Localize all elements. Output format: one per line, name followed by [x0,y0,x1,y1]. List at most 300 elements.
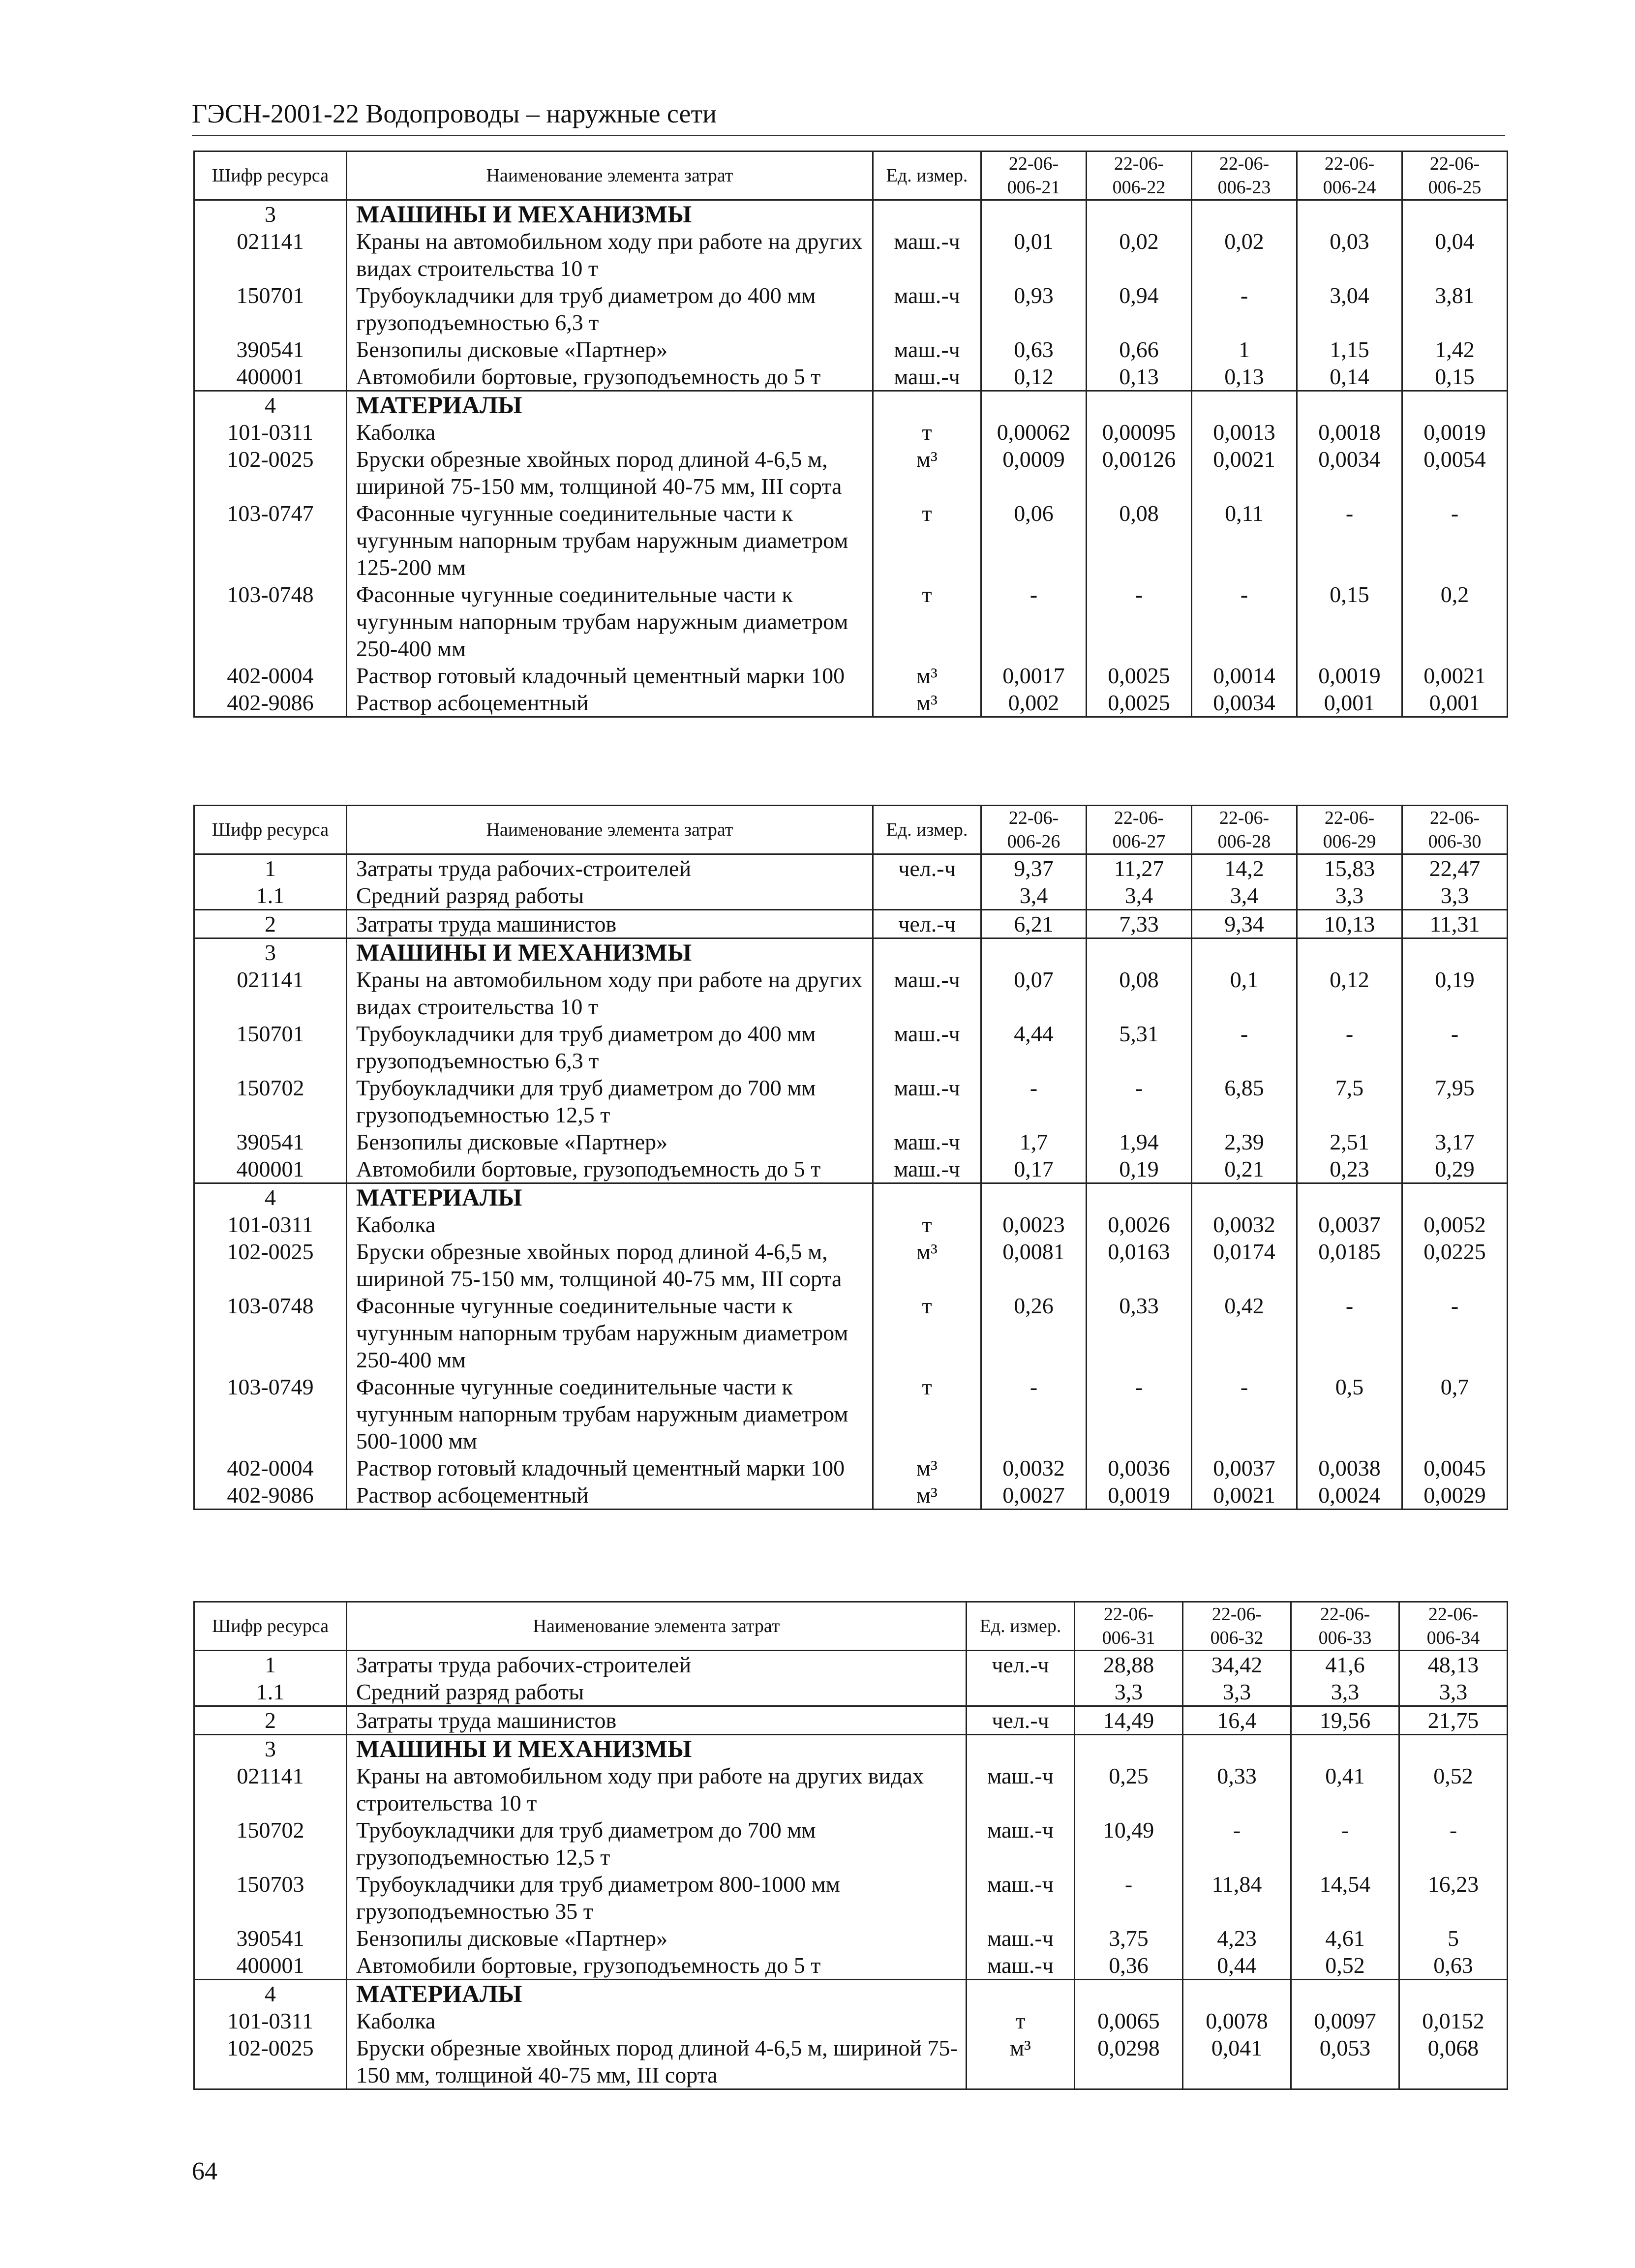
value-cell: 0,0024 [1297,1482,1402,1510]
table-row [194,1482,1508,1510]
section-row [194,938,1508,967]
element-name-cell: Бруски обрезные хвойных пород длиной 4-6,5 м, шириной 75-150 мм, толщиной 40-75 мм, III сорта [347,1238,873,1292]
value-cell: 0,2 [1402,581,1508,662]
table-row [194,1155,1508,1183]
value-cell [1087,1183,1192,1211]
column-header: 22-06- 006-22 [1087,151,1192,200]
value-cell: 41,6 [1291,1651,1399,1679]
value-cell [1402,938,1508,967]
resource-code-cell: 3 [194,938,347,967]
value-cell [1399,1735,1508,1763]
table-row [194,2007,1508,2034]
value-cell [1192,391,1297,419]
value-cell: 0,13 [1087,363,1192,391]
column-header: Наименование элемента затрат [347,151,873,200]
value-cell: 11,27 [1087,854,1192,882]
value-cell: 0,19 [1402,966,1508,1020]
value-cell [1297,938,1402,967]
column-header: 22-06- 006-32 [1183,1602,1291,1651]
table-row [194,1925,1508,1952]
resource-code-cell: 402-0004 [194,1454,347,1482]
resource-code-cell: 103-0748 [194,1292,347,1373]
unit-cell: маш.-ч [873,1020,981,1074]
value-cell: 3,3 [1402,882,1508,910]
resource-code-cell: 1 [194,854,347,882]
value-cell: - [1075,1871,1183,1925]
resource-code-cell: 402-9086 [194,689,347,717]
resource-code-cell: 390541 [194,1925,347,1952]
value-cell: 0,0034 [1192,689,1297,717]
value-cell: 0,0152 [1399,2007,1508,2034]
value-cell: 0,0037 [1297,1211,1402,1238]
unit-cell: маш.-ч [967,1871,1075,1925]
unit-cell: т [873,1373,981,1454]
table-row [194,1706,1508,1735]
value-cell: 0,0174 [1192,1238,1297,1292]
resource-code-cell: 150701 [194,1020,347,1074]
resource-code-cell: 402-0004 [194,662,347,689]
value-cell: 5 [1399,1925,1508,1952]
section-row [194,1735,1508,1763]
unit-cell [967,1980,1075,2008]
value-cell: 4,44 [981,1020,1087,1074]
value-cell: 3,3 [1291,1678,1399,1706]
value-cell: - [1297,1020,1402,1074]
unit-cell: м³ [873,689,981,717]
value-cell: 0,0045 [1402,1454,1508,1482]
column-header: 22-06- 006-33 [1291,1602,1399,1651]
value-cell [981,200,1087,228]
element-name-cell: Трубоукладчики для труб диаметром до 400 мм грузоподъемностью 6,3 т [347,1020,873,1074]
value-cell: 0,00095 [1087,419,1192,446]
value-cell: 0,12 [1297,966,1402,1020]
value-cell: 0,11 [1192,500,1297,581]
value-cell: 28,88 [1075,1651,1183,1679]
element-name-cell: МАТЕРИАЛЫ [347,1980,967,2008]
unit-cell: чел.-ч [967,1706,1075,1735]
unit-cell: маш.-ч [873,1128,981,1155]
resource-table-2 [193,805,1508,1510]
resource-code-cell: 150702 [194,1816,347,1871]
section-row [194,1183,1508,1211]
value-cell: 0,12 [981,363,1087,391]
value-cell: 0,0025 [1087,662,1192,689]
value-cell: 0,0021 [1402,662,1508,689]
resource-code-cell: 102-0025 [194,1238,347,1292]
unit-cell: чел.-ч [873,910,981,938]
value-cell: 0,04 [1402,228,1508,282]
section-row [194,1980,1508,2008]
unit-cell: т [873,1292,981,1373]
value-cell: 3,81 [1402,282,1508,336]
unit-cell [967,1678,1075,1706]
element-name-cell: Фасонные чугунные соединительные части к чугунным напорным трубам наружным диаметром 250-400 мм [347,581,873,662]
column-header: 22-06- 006-29 [1297,806,1402,854]
value-cell: 0,52 [1399,1762,1508,1816]
element-name-cell: МАТЕРИАЛЫ [347,1183,873,1211]
element-name-cell: Средний разряд работы [347,882,873,910]
value-cell [981,1183,1087,1211]
value-cell: 0,36 [1075,1952,1183,1980]
value-cell: - [1192,282,1297,336]
value-cell: - [1192,1373,1297,1454]
value-cell [981,938,1087,967]
element-name-cell: Фасонные чугунные соединительные части к чугунным напорным трубам наружным диаметром 125-200 мм [347,500,873,581]
table-row [194,662,1508,689]
value-cell: 0,0023 [981,1211,1087,1238]
value-cell: 34,42 [1183,1651,1291,1679]
value-cell: 4,61 [1291,1925,1399,1952]
value-cell: 0,0065 [1075,2007,1183,2034]
value-cell: 1,42 [1402,336,1508,363]
table-row [194,336,1508,363]
value-cell: 15,83 [1297,854,1402,882]
value-cell: 0,44 [1183,1952,1291,1980]
value-cell: 0,66 [1087,336,1192,363]
unit-cell: маш.-ч [873,1155,981,1183]
value-cell: 3,4 [1192,882,1297,910]
value-cell: 10,49 [1075,1816,1183,1871]
value-cell: 0,0298 [1075,2034,1183,2089]
column-header: 22-06- 006-28 [1192,806,1297,854]
element-name-cell: Трубоукладчики для труб диаметром до 400 мм грузоподъемностью 6,3 т [347,282,873,336]
value-cell: 16,23 [1399,1871,1508,1925]
value-cell: 0,041 [1183,2034,1291,2089]
value-cell: 0,17 [981,1155,1087,1183]
element-name-cell: МАШИНЫ И МЕХАНИЗМЫ [347,1735,967,1763]
resource-code-cell: 3 [194,200,347,228]
element-name-cell: Бруски обрезные хвойных пород длиной 4-6,5 м, шириной 75-150 мм, толщиной 40-75 мм, III сорта [347,446,873,500]
value-cell: 0,19 [1087,1155,1192,1183]
resource-code-cell: 021141 [194,228,347,282]
value-cell: 0,0052 [1402,1211,1508,1238]
value-cell [1402,1183,1508,1211]
column-header: Ед. измер. [873,806,981,854]
value-cell: - [1291,1816,1399,1871]
unit-cell: маш.-ч [873,966,981,1020]
unit-cell [873,938,981,967]
value-cell [1075,1735,1183,1763]
element-name-cell: Каболка [347,419,873,446]
unit-cell: т [967,2007,1075,2034]
element-name-cell: Фасонные чугунные соединительные части к чугунным напорным трубам наружным диаметром 250-400 мм [347,1292,873,1373]
element-name-cell: Автомобили бортовые, грузоподъемность до 5 т [347,1952,967,1980]
value-cell: 14,2 [1192,854,1297,882]
table-row [194,1373,1508,1454]
value-cell: 0,0038 [1297,1454,1402,1482]
value-cell: - [1402,1020,1508,1074]
value-cell: 0,23 [1297,1155,1402,1183]
value-cell: 48,13 [1399,1651,1508,1679]
resource-code-cell: 3 [194,1735,347,1763]
table-row [194,419,1508,446]
resource-table-1 [193,151,1508,718]
value-cell: 0,0013 [1192,419,1297,446]
element-name-cell: Затраты труда рабочих-строителей [347,854,873,882]
unit-cell [873,391,981,419]
unit-cell: маш.-ч [967,1952,1075,1980]
value-cell: - [1192,1020,1297,1074]
element-name-cell: Бруски обрезные хвойных пород длиной 4-6,5 м, шириной 75-150 мм, толщиной 40-75 мм, III сорта [347,2034,967,2089]
table-row [194,2034,1508,2089]
unit-cell: т [873,419,981,446]
value-cell: - [981,1074,1087,1128]
value-cell: 0,001 [1297,689,1402,717]
column-header: 22-06- 006-27 [1087,806,1192,854]
value-cell: - [1297,500,1402,581]
section-row [194,391,1508,419]
value-cell: 2,39 [1192,1128,1297,1155]
unit-cell: маш.-ч [873,363,981,391]
unit-cell: маш.-ч [967,1762,1075,1816]
value-cell: 3,4 [1087,882,1192,910]
resource-code-cell: 2 [194,910,347,938]
page-number: 64 [192,2157,217,2185]
resource-code-cell: 021141 [194,966,347,1020]
resource-code-cell: 103-0749 [194,1373,347,1454]
column-header: Ед. измер. [967,1602,1075,1651]
resource-code-cell: 1.1 [194,882,347,910]
value-cell: 0,02 [1087,228,1192,282]
column-header: Шифр ресурса [194,806,347,854]
resource-code-cell: 390541 [194,1128,347,1155]
element-name-cell: МАТЕРИАЛЫ [347,391,873,419]
value-cell: 0,0225 [1402,1238,1508,1292]
value-cell: 0,0018 [1297,419,1402,446]
value-cell: 0,63 [981,336,1087,363]
element-name-cell: Краны на автомобильном ходу при работе на других видах строительства 10 т [347,1762,967,1816]
resource-code-cell: 103-0747 [194,500,347,581]
value-cell: 6,85 [1192,1074,1297,1128]
value-cell: 22,47 [1402,854,1508,882]
table-row [194,1074,1508,1128]
value-cell [1297,200,1402,228]
value-cell: 0,0078 [1183,2007,1291,2034]
element-name-cell: Затраты труда рабочих-строителей [347,1651,967,1679]
value-cell: 0,0014 [1192,662,1297,689]
resource-code-cell: 150703 [194,1871,347,1925]
value-cell: 3,3 [1297,882,1402,910]
column-header: 22-06- 006-31 [1075,1602,1183,1651]
value-cell: - [1297,1292,1402,1373]
value-cell: 5,31 [1087,1020,1192,1074]
table-row [194,1816,1508,1871]
table-header-row [194,151,1508,200]
resource-code-cell: 101-0311 [194,2007,347,2034]
element-name-cell: Каболка [347,2007,967,2034]
unit-cell: чел.-ч [873,854,981,882]
value-cell: 0,02 [1192,228,1297,282]
table-header-row [194,806,1508,854]
value-cell: 3,17 [1402,1128,1508,1155]
resource-code-cell: 4 [194,391,347,419]
value-cell: 0,00062 [981,419,1087,446]
value-cell [1183,1735,1291,1763]
resource-code-cell: 402-9086 [194,1482,347,1510]
column-header: Ед. измер. [873,151,981,200]
table-row [194,1238,1508,1292]
value-cell: 0,01 [981,228,1087,282]
value-cell: 3,04 [1297,282,1402,336]
element-name-cell: Бензопилы дисковые «Партнер» [347,1128,873,1155]
value-cell: - [1192,581,1297,662]
resource-code-cell: 101-0311 [194,1211,347,1238]
table-row [194,1292,1508,1373]
value-cell: 0,0021 [1192,1482,1297,1510]
table-row [194,910,1508,938]
value-cell: 7,33 [1087,910,1192,938]
value-cell: 0,7 [1402,1373,1508,1454]
value-cell [1087,200,1192,228]
value-cell: 0,0025 [1087,689,1192,717]
value-cell: 7,95 [1402,1074,1508,1128]
value-cell: 0,33 [1087,1292,1192,1373]
value-cell: - [1402,500,1508,581]
value-cell [981,391,1087,419]
unit-cell: маш.-ч [967,1816,1075,1871]
value-cell [1075,1980,1183,2008]
value-cell [1192,1183,1297,1211]
value-cell: 0,0019 [1297,662,1402,689]
unit-cell: т [873,500,981,581]
value-cell [1087,391,1192,419]
value-cell: 0,15 [1297,581,1402,662]
unit-cell: м³ [873,1454,981,1482]
value-cell: 21,75 [1399,1706,1508,1735]
unit-cell: м³ [873,446,981,500]
value-cell: 0,0081 [981,1238,1087,1292]
value-cell: 0,15 [1402,363,1508,391]
value-cell: 0,07 [981,966,1087,1020]
value-cell: - [981,1373,1087,1454]
table-header-row [194,1602,1508,1651]
value-cell: 0,001 [1402,689,1508,717]
resource-code-cell: 4 [194,1183,347,1211]
column-header: 22-06- 006-25 [1402,151,1508,200]
value-cell: 0,0017 [981,662,1087,689]
value-cell: 0,03 [1297,228,1402,282]
table-row [194,1678,1508,1706]
column-header: Наименование элемента затрат [347,1602,967,1651]
value-cell: 0,0009 [981,446,1087,500]
element-name-cell: МАШИНЫ И МЕХАНИЗМЫ [347,938,873,967]
value-cell: - [1402,1292,1508,1373]
value-cell: 0,0026 [1087,1211,1192,1238]
value-cell: 3,3 [1183,1678,1291,1706]
resource-code-cell: 102-0025 [194,446,347,500]
resource-code-cell: 102-0025 [194,2034,347,2089]
value-cell [1291,1735,1399,1763]
value-cell: 0,26 [981,1292,1087,1373]
value-cell: 0,0027 [981,1482,1087,1510]
column-header: 22-06- 006-30 [1402,806,1508,854]
unit-cell [873,1183,981,1211]
value-cell: 0,0185 [1297,1238,1402,1292]
value-cell: 0,5 [1297,1373,1402,1454]
value-cell: 0,0037 [1192,1454,1297,1482]
table-row [194,446,1508,500]
value-cell: 1,15 [1297,336,1402,363]
resource-code-cell: 150702 [194,1074,347,1128]
value-cell: 10,13 [1297,910,1402,938]
resource-code-cell: 390541 [194,336,347,363]
value-cell: 0,33 [1183,1762,1291,1816]
value-cell [1402,391,1508,419]
element-name-cell: Каболка [347,1211,873,1238]
value-cell: 3,75 [1075,1925,1183,1952]
value-cell: 2,51 [1297,1128,1402,1155]
table-row [194,1651,1508,1679]
resource-code-cell: 400001 [194,363,347,391]
value-cell [1291,1980,1399,2008]
value-cell: 0,0029 [1402,1482,1508,1510]
element-name-cell: Краны на автомобильном ходу при работе на других видах строительства 10 т [347,228,873,282]
resource-code-cell: 1.1 [194,1678,347,1706]
value-cell: - [1399,1816,1508,1871]
value-cell: 0,0097 [1291,2007,1399,2034]
unit-cell: маш.-ч [873,228,981,282]
column-header: 22-06- 006-23 [1192,151,1297,200]
value-cell: 14,49 [1075,1706,1183,1735]
unit-cell: м³ [873,1482,981,1510]
table-row [194,1128,1508,1155]
value-cell: 0,002 [981,689,1087,717]
value-cell: 0,94 [1087,282,1192,336]
value-cell [1192,200,1297,228]
page-header-title: ГЭСН-2001-22 Водопроводы – наружные сети [192,98,1505,136]
column-header: Шифр ресурса [194,1602,347,1651]
value-cell: 0,068 [1399,2034,1508,2089]
element-name-cell: Трубоукладчики для труб диаметром до 700 мм грузоподъемностью 12,5 т [347,1074,873,1128]
table-row [194,228,1508,282]
value-cell: 11,84 [1183,1871,1291,1925]
resource-code-cell: 2 [194,1706,347,1735]
value-cell: 0,93 [981,282,1087,336]
value-cell [1297,391,1402,419]
resource-code-cell: 400001 [194,1952,347,1980]
column-header: 22-06- 006-34 [1399,1602,1508,1651]
element-name-cell: Фасонные чугунные соединительные части к чугунным напорным трубам наружным диаметром 500-1000 мм [347,1373,873,1454]
element-name-cell: МАШИНЫ И МЕХАНИЗМЫ [347,200,873,228]
value-cell: 7,5 [1297,1074,1402,1128]
column-header: Шифр ресурса [194,151,347,200]
value-cell: 0,41 [1291,1762,1399,1816]
table-row [194,1871,1508,1925]
value-cell: 0,42 [1192,1292,1297,1373]
value-cell: 0,13 [1192,363,1297,391]
value-cell: - [1183,1816,1291,1871]
column-header: 22-06- 006-24 [1297,151,1402,200]
element-name-cell: Трубоукладчики для труб диаметром 800-1000 мм грузоподъемностью 35 т [347,1871,967,1925]
value-cell: 0,14 [1297,363,1402,391]
value-cell: - [1087,581,1192,662]
value-cell: 0,0032 [981,1454,1087,1482]
unit-cell: м³ [873,662,981,689]
table-row [194,282,1508,336]
column-header: 22-06- 006-21 [981,151,1087,200]
resource-code-cell: 400001 [194,1155,347,1183]
value-cell: - [1087,1074,1192,1128]
value-cell: 3,4 [981,882,1087,910]
value-cell: 0,52 [1291,1952,1399,1980]
value-cell: 4,23 [1183,1925,1291,1952]
unit-cell: т [873,1211,981,1238]
value-cell: 19,56 [1291,1706,1399,1735]
resource-code-cell: 150701 [194,282,347,336]
column-header: Наименование элемента затрат [347,806,873,854]
table-row [194,1454,1508,1482]
value-cell: 14,54 [1291,1871,1399,1925]
